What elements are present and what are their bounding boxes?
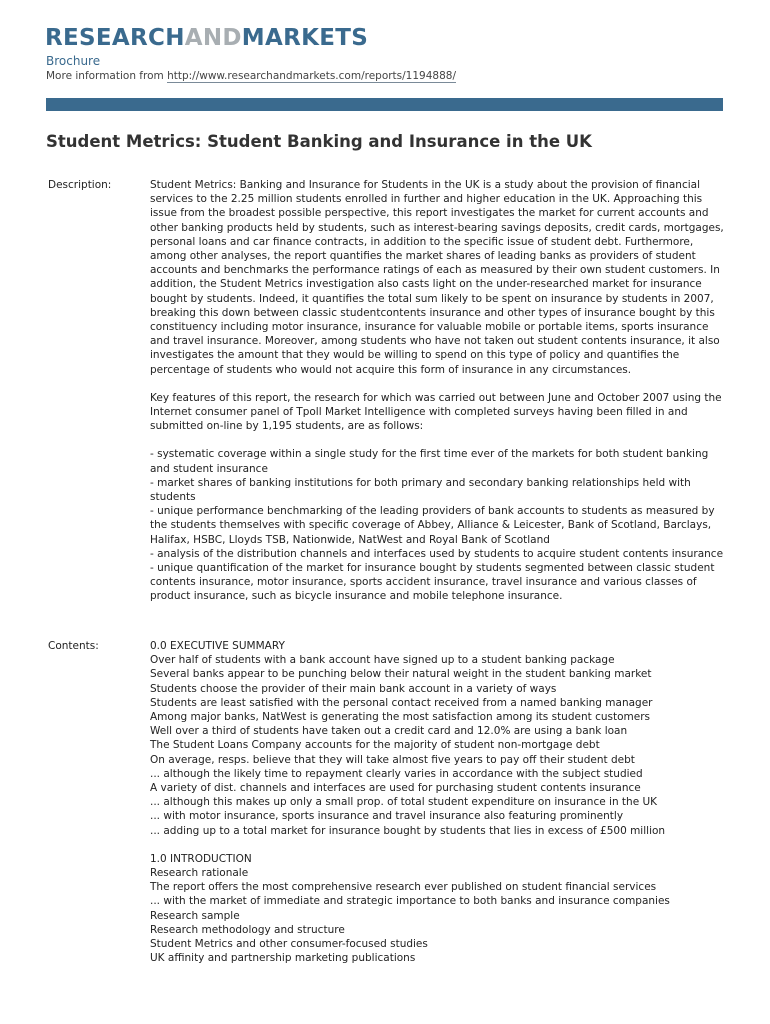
key-feature-line: the students themselves with specific coverage of Abbey, Alliance & Leicester, Bank of Scotland, Barclays, xyxy=(150,519,712,532)
key-feature-line: Halifax, HSBC, Lloyds TSB, Nationwide, NatWest and Royal Bank of Scotland xyxy=(150,533,550,546)
contents-item: Over half of students with a bank account have signed up to a student banking package xyxy=(150,654,615,667)
header-divider-bar xyxy=(46,98,723,111)
contents-item: The report offers the most comprehensive research ever published on student financial services xyxy=(150,881,657,894)
contents-item: ... adding up to a total market for insurance bought by students that lies in excess of £500 million xyxy=(150,824,666,837)
description-text-line: Student Metrics: Banking and Insurance for Students in the UK is a study about the provision of financial xyxy=(150,179,700,191)
key-feature-line: and student insurance xyxy=(150,462,268,475)
description-text-line: investigates the amount that they would be willing to spend on this type of policy and quantifies the xyxy=(150,349,680,362)
contents-item: Research sample xyxy=(150,909,240,922)
description-text-line: percentage of students who would not acquire this form of insurance in any circumstances. xyxy=(150,363,632,376)
description-body xyxy=(150,178,725,604)
description-text-line: services to the 2.25 million students enrolled in further and higher education in the UK. Approaching this xyxy=(150,193,703,206)
key-feature-line: contents insurance, motor insurance, sports accident insurance, travel insurance and various classes of xyxy=(150,576,697,589)
key-feature-line: - market shares of banking institutions for both primary and secondary banking relationships held with xyxy=(150,476,691,489)
report-url-link[interactable]: http://www.researchandmarkets.com/reports/1194888/ xyxy=(167,70,456,82)
logo-word-markets: MARKETS xyxy=(241,25,369,51)
contents-item: Well over a third of students have taken out a credit card and 12.0% are using a bank loan xyxy=(150,725,628,738)
description-text-line: Key features of this report, the research for which was carried out between June and October 2007 using the xyxy=(150,391,722,404)
contents-item: 0.0 EXECUTIVE SUMMARY xyxy=(150,640,285,652)
description-text-line: bought by students. Indeed, it quantifies the total sum likely to be spent on insurance by students in 2007, xyxy=(150,292,714,305)
description-text-line: among other analyses, the report quantifies the market shares of leading banks as providers of student xyxy=(150,250,696,263)
description-paragraph-1 xyxy=(150,178,725,377)
description-key-features-list xyxy=(150,447,725,603)
contents-item: ... with the market of immediate and strategic importance to both banks and insurance companies xyxy=(150,895,670,908)
contents-item: Several banks appear to be punching below their natural weight in the student banking market xyxy=(150,668,652,681)
contents-item: Student Metrics and other consumer-focused studies xyxy=(150,938,428,951)
contents-item: Research methodology and structure xyxy=(150,923,345,936)
brochure-label: Brochure xyxy=(46,54,101,68)
contents-label: Contents: xyxy=(48,640,99,652)
contents-item: ... with motor insurance, sports insurance and travel insurance also featuring prominently xyxy=(150,810,624,823)
contents-item: A variety of dist. channels and interfaces are used for purchasing student contents insurance xyxy=(150,782,641,795)
description-text-line: constituency including motor insurance, insurance for valuable mobile or portable items, sports insurance xyxy=(150,321,709,334)
contents-item: Research rationale xyxy=(150,867,249,880)
key-feature-line: students xyxy=(150,491,196,504)
key-feature-line: - unique quantification of the market for insurance bought by students segmented between classic student xyxy=(150,562,715,575)
description-text-line: other banking products held by students, such as interest-bearing savings deposits, credit cards, mortgages, xyxy=(150,221,724,234)
more-info-prefix: More information from xyxy=(46,70,164,82)
key-feature-line: - analysis of the distribution channels and interfaces used by students to acquire student contents insurance xyxy=(150,547,724,560)
contents-item: ... although the likely time to repayment clearly varies in accordance with the subject studied xyxy=(150,767,643,780)
contents-item: The Student Loans Company accounts for the majority of student non-mortgage debt xyxy=(150,739,600,752)
logo-word-and: AND xyxy=(184,25,242,51)
contents-item: Among major banks, NatWest is generating the most satisfaction among its student customers xyxy=(150,711,650,724)
logo-word-research: RESEARCH xyxy=(45,25,185,51)
contents-section-introduction xyxy=(150,852,725,966)
description-text-line: Internet consumer panel of Tpoll Market Intelligence with completed surveys having been filled in and xyxy=(150,406,688,419)
description-text-line: personal loans and car finance contracts, in addition to the specific issue of student debt. Furthermore, xyxy=(150,235,694,248)
description-text-line: accounts and benchmarks the performance ratings of each as measured by their own student customers. In xyxy=(150,264,720,277)
contents-item: Students choose the provider of their main bank account in a variety of ways xyxy=(150,682,557,695)
description-text-line: breaking this down between classic studentcontents insurance and other types of insurance bought by this xyxy=(150,306,715,319)
description-label: Description: xyxy=(48,179,112,191)
contents-item: UK affinity and partnership marketing publications xyxy=(150,952,416,965)
description-text-line: and travel insurance. Moreover, among students who have not taken out student contents insurance, it also xyxy=(150,335,720,348)
contents-item: 1.0 INTRODUCTION xyxy=(150,852,252,865)
researchandmarkets-logo[interactable] xyxy=(45,24,368,52)
contents-section-executive-summary xyxy=(150,639,725,838)
more-info-line xyxy=(46,69,456,84)
report-title: Student Metrics: Student Banking and Insurance in the UK xyxy=(46,132,592,151)
description-paragraph-2 xyxy=(150,391,725,434)
contents-item: ... although this makes up only a small prop. of total student expenditure on insurance in the UK xyxy=(150,796,658,809)
contents-body xyxy=(150,639,725,965)
key-feature-line: - unique performance benchmarking of the leading providers of bank accounts to students as measured by xyxy=(150,505,715,518)
description-text-line: submitted on-line by 1,195 students, are as follows: xyxy=(150,420,424,433)
contents-item: On average, resps. believe that they will take almost five years to pay off their student debt xyxy=(150,753,635,766)
description-text-line: addition, the Student Metrics investigation also casts light on the under-researched market for insurance xyxy=(150,278,702,291)
contents-item: Students are least satisfied with the personal contact received from a named banking manager xyxy=(150,696,653,709)
key-feature-line: product insurance, such as bicycle insurance and mobile telephone insurance. xyxy=(150,590,563,603)
description-text-line: issue from the broadest possible perspective, this report investigates the market for current accounts and xyxy=(150,207,709,220)
key-feature-line: - systematic coverage within a single study for the first time ever of the markets for both student banking xyxy=(150,448,709,461)
